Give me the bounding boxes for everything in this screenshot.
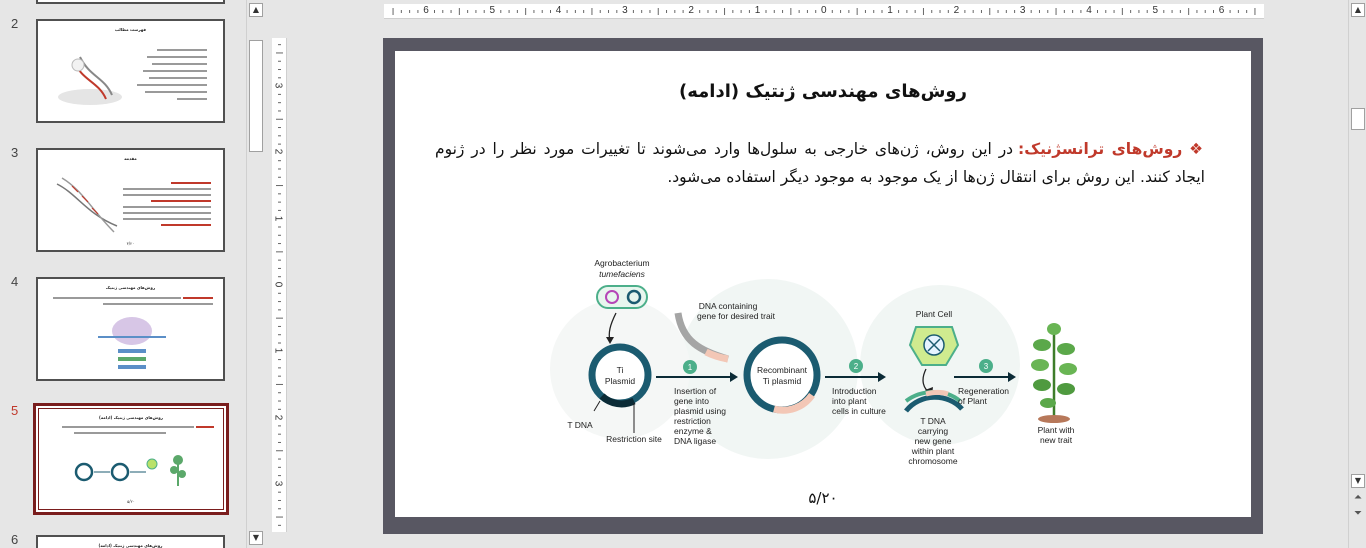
ruler-label: 4 [555,5,562,16]
bullet-diamond-icon: ❖ [1189,140,1206,158]
ruler-label: 5 [1152,5,1159,16]
label-recombinant: Recombinant [756,365,808,375]
slide-title[interactable]: روش‌های مهندسی ژنتیک (ادامه) [679,81,967,102]
label-new-trait: new trait [1039,435,1073,445]
label-plasmid: Plasmid [604,376,636,386]
ruler-label: 1 [272,215,284,221]
thumbnail-number: 5 [11,403,19,418]
ruler-label: 1 [887,5,893,16]
label-restriction-site: Restriction site [606,434,662,444]
thumbnail-number: 2 [11,16,19,31]
label-dna-containing: DNA containing [698,301,758,311]
thumbnail-title: روش‌های مهندسی ژنتیک [105,285,156,290]
scroll-down-button[interactable]: ▼ [1351,474,1365,488]
ruler-label: 6 [1218,5,1225,16]
scroll-down-button[interactable]: ▼ [249,531,263,545]
body-lead-phrase: روش‌های ترانسژنیک: [1018,140,1183,158]
svg-text:gene into: gene into [674,396,709,406]
svg-text:1: 1 [687,363,693,372]
thumbnail-title: روش‌های مهندسی ژنتیک (ادامه) [99,415,163,420]
ruler-label: 2 [688,5,694,16]
ruler-label: 0 [821,5,827,16]
label-ti: Ti [616,365,624,375]
ruler-label: 1 [272,348,284,354]
svg-text:DNA ligase: DNA ligase [674,436,717,446]
ruler-label: 6 [423,5,429,16]
svg-text:carrying: carrying [917,426,949,436]
thumbnail-number: 4 [11,274,19,289]
thumbnail-title: مقدمه [124,156,137,161]
svg-text:3: 3 [983,362,989,371]
svg-text:into plant: into plant [832,396,867,406]
slide-thumbnail-pane[interactable] [0,0,246,548]
ruler-label: 5 [489,5,496,16]
ruler-label: 4 [1086,5,1092,16]
scrollbar-thumb[interactable] [1351,108,1365,130]
body-text: در این روش، ژن‌های خارجی به سلول‌ها وارد می‌شوند تا تغییرات مورد نظر را در ژنوم ایجاد کنند. این روش برای انتقال ژن‌ها از یک موجود به موجود دیگر استفاده می‌شود. [435,140,1205,186]
thumbnail-slide-3[interactable] [0,145,246,255]
ruler-label: 2 [272,414,284,420]
thumbnail-number: 3 [11,145,19,160]
slide-page-number: ۵/۲۰ [808,489,838,507]
slide-scrollbar[interactable] [1348,0,1366,548]
label-t-dna-carrying: T DNA [920,416,946,426]
label-gene-desired-trait: gene for desired trait [697,311,775,321]
svg-text:within plant: within plant [911,446,955,456]
label-plant-cell: Plant Cell [915,309,953,319]
ruler-label: 3 [1019,5,1026,16]
thumbnail-slide-4[interactable] [0,274,246,384]
thumbnail-number: 6 [11,532,19,547]
thumbnail-slide-6[interactable] [0,532,246,548]
svg-text:of Plant: of Plant [958,396,987,406]
thumbnail-slide-5-selected[interactable] [0,403,246,513]
ruler-label: 3 [622,5,628,16]
scroll-up-button[interactable]: ▲ [1351,3,1365,17]
svg-text:new gene: new gene [914,436,952,446]
thumbnail-preview[interactable]: روش‌های مهندسی ژنتیک (ادامه) ۵/۲۰ [33,403,229,515]
next-slide-icon[interactable]: ⏷ [1354,508,1362,519]
ruler-label: 0 [272,281,284,288]
thumbnail-slide-1-partial[interactable] [36,0,225,4]
thumbnail-preview[interactable] [36,19,225,123]
svg-text:chromosome: chromosome [908,456,958,466]
label-tumefaciens: tumefaciens [599,269,645,279]
svg-text:cells in culture: cells in culture [832,406,886,416]
crispr-image [94,313,170,373]
transgenic-process-diagram[interactable] [550,253,1110,473]
vertical-ruler[interactable] [272,38,287,532]
ruler-label: 1 [754,5,761,16]
previous-slide-icon[interactable]: ⏶ [1354,492,1362,503]
svg-text:plasmid using: plasmid using [674,406,726,416]
thumbnail-slide-2[interactable] [0,16,246,126]
scrollbar-thumb[interactable] [249,40,263,152]
thumbnail-preview[interactable] [36,277,225,381]
svg-text:2: 2 [853,362,859,371]
step-1-text: Insertion of [674,386,717,396]
transgenic-process-image [70,446,190,490]
dna-helix-image [52,174,122,234]
thumbnail-title: روش‌های مهندسی ژنتیک (ادامه) [98,543,163,548]
thumbnail-title: فهرست مطالب [115,27,146,32]
slide[interactable] [395,51,1251,517]
svg-text:restriction: restriction [674,416,711,426]
ruler-label: 2 [953,5,960,16]
slide-body-text[interactable] [435,135,1205,191]
scroll-up-button[interactable]: ▲ [249,3,263,17]
label-agrobacterium: Agrobacterium [594,258,650,268]
plant-icon [1031,323,1077,423]
step-2-text: Introduction [832,386,877,396]
thumbnail-preview[interactable]: مقدمه ۳/۲۰ [36,148,225,252]
label-t-dna: T DNA [567,420,593,430]
thumbnail-scrollbar[interactable] [246,0,264,548]
ruler-label: 3 [272,82,284,89]
thumbnail-preview[interactable] [36,535,225,548]
dna-figure-image [54,47,124,109]
label-recombinant-ti: Ti plasmid [762,376,802,386]
horizontal-ruler[interactable] [384,4,1264,19]
svg-text:enzyme &: enzyme & [674,426,712,436]
slide-canvas [383,38,1263,534]
ruler-label: 3 [272,480,284,487]
label-plant-with: Plant with [1037,425,1075,435]
ti-plasmid-icon [592,347,648,403]
ruler-label: 2 [272,149,284,155]
step-3-text: Regeneration [958,386,1010,396]
